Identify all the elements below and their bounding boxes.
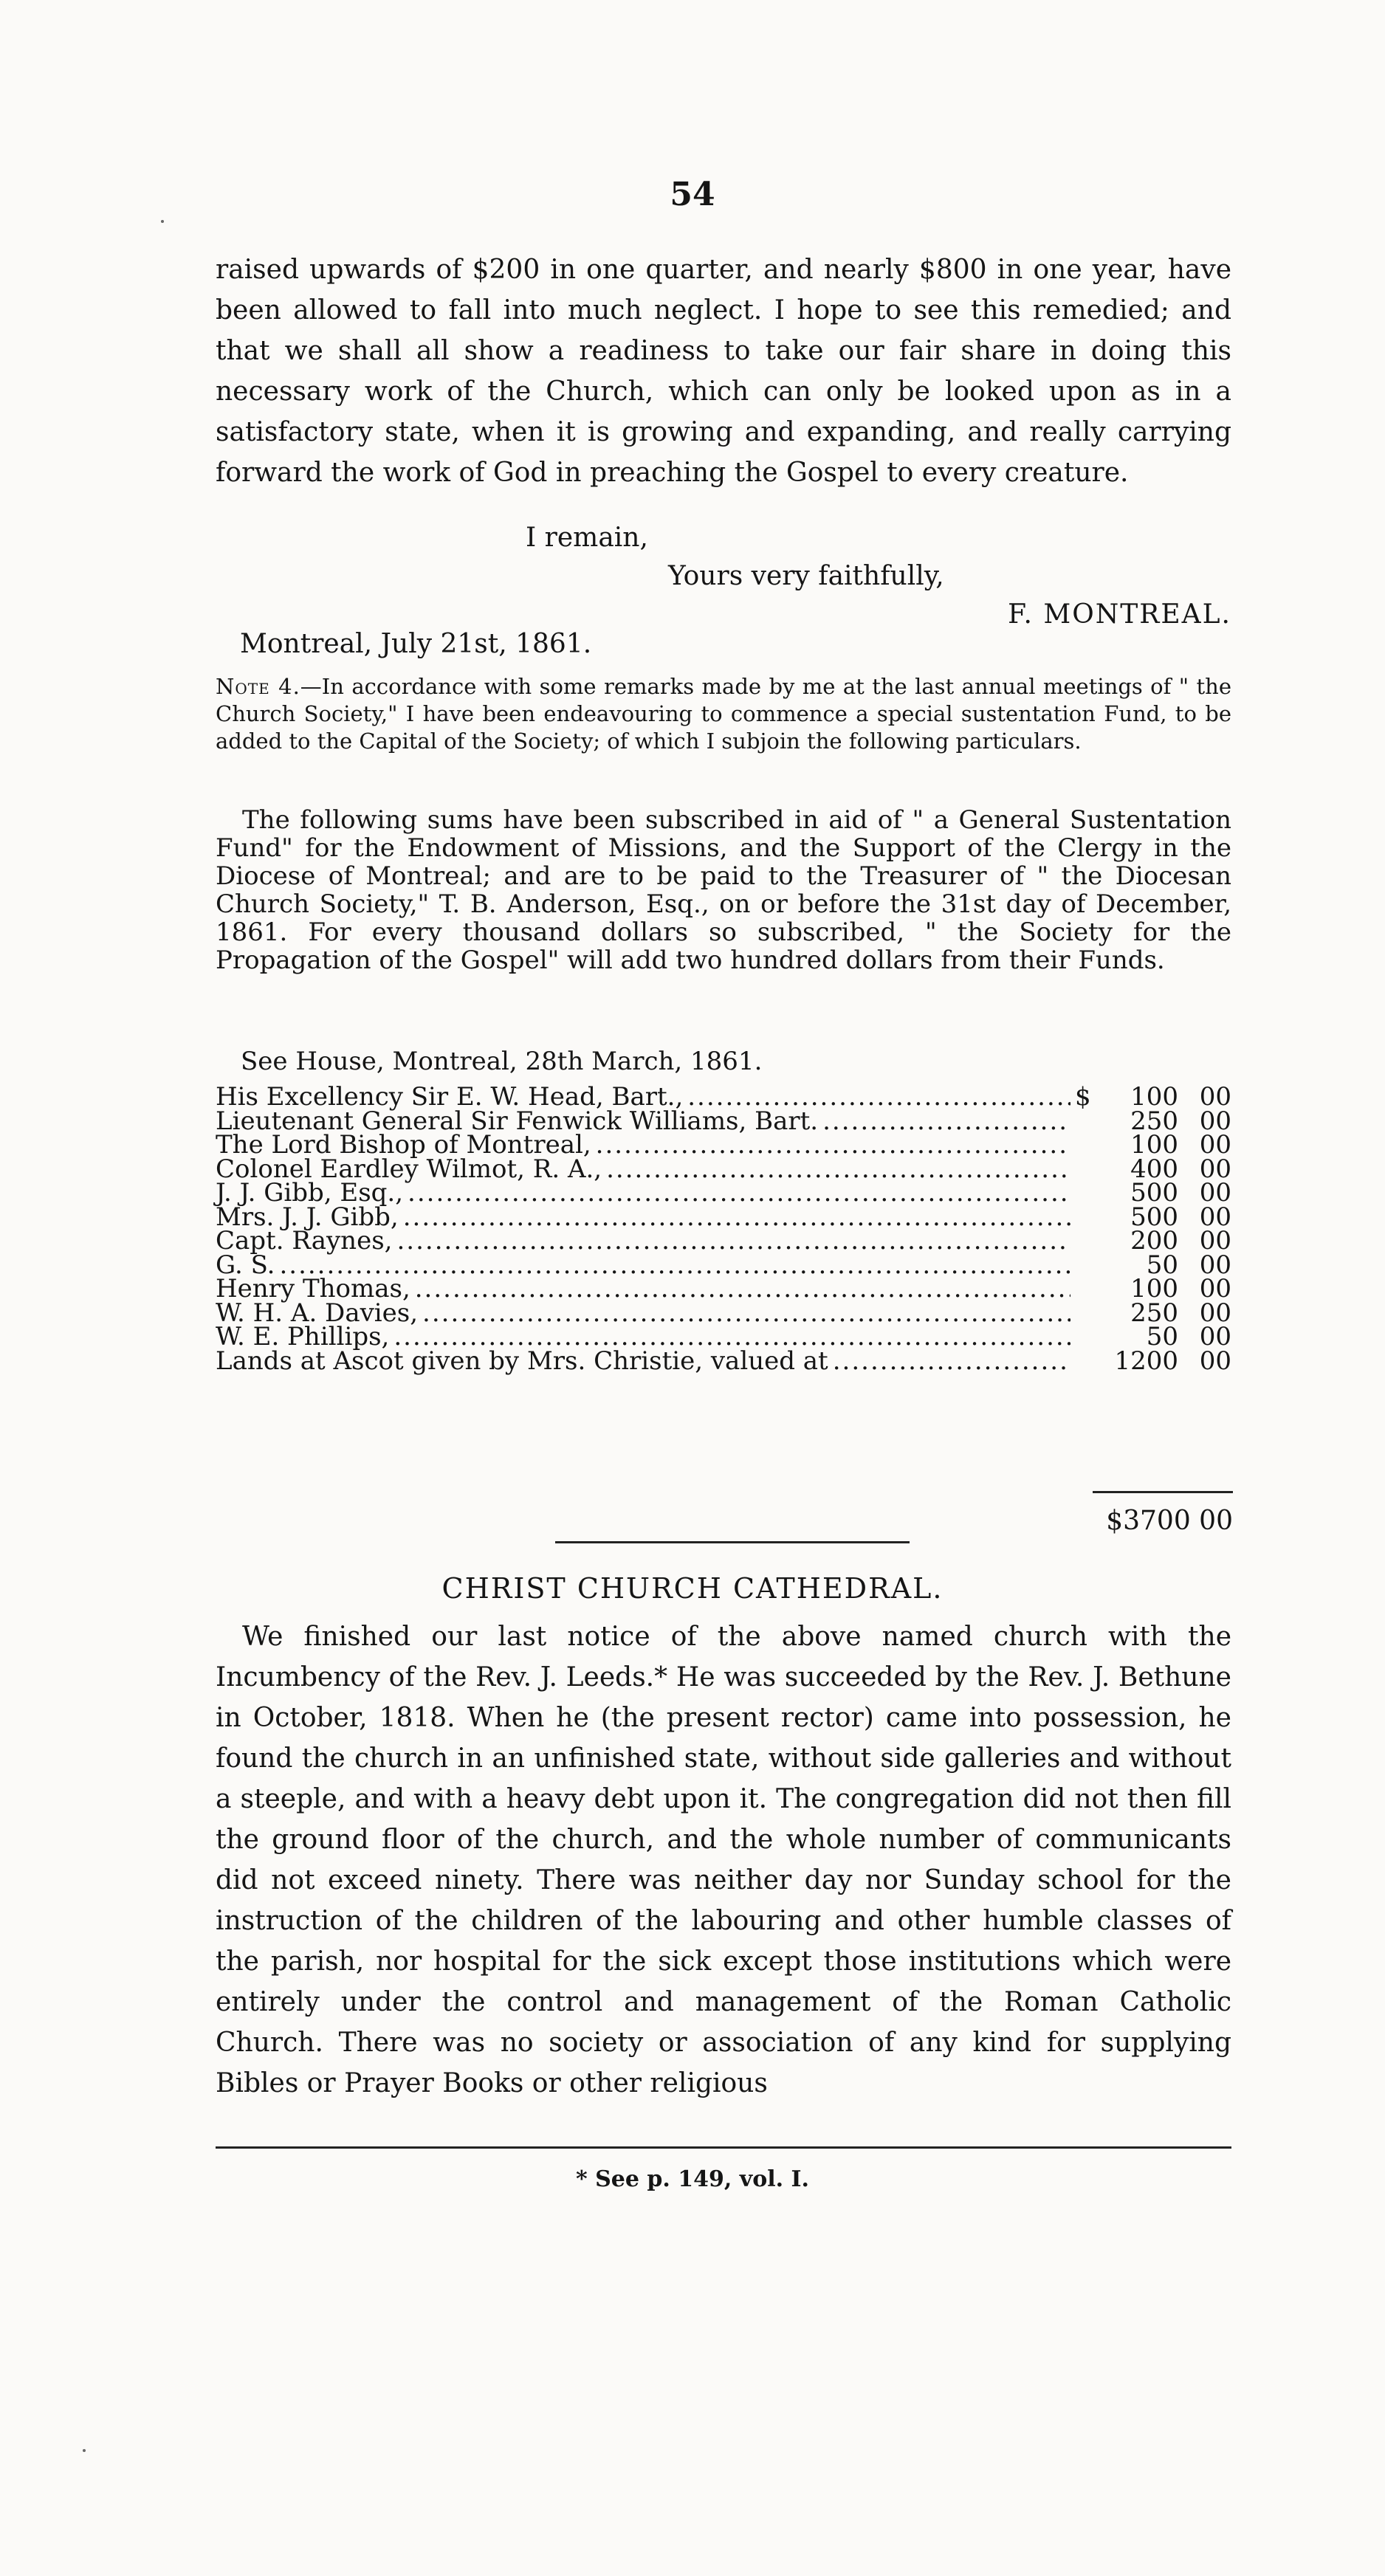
cathedral-paragraph	[216, 1616, 1231, 2104]
note-label: Note 4.	[216, 674, 300, 699]
leader-dots	[393, 1325, 1070, 1349]
subscriber-name: Lieutenant General Sir Fenwick Williams, Bart.	[216, 1106, 819, 1136]
intro-paragraph-text: raised upwards of $200 in one quarter, and nearly $800 in one year, have been allowed to fall into much neglect. I hope to see this remedied; and that we shall all show a readiness to take our fair share in doing this necessary work of the Church, which can only be looked upon as in a satisfactory state, when it is growing and expanding, and really carrying forward the work of God in preaching the Gospel to every creature.	[216, 255, 1231, 488]
subscription-amount: 500	[1130, 1178, 1178, 1208]
subscription-cents: 00	[1199, 1154, 1231, 1184]
subscription-cents: 00	[1199, 1202, 1231, 1232]
subscription-cents: 00	[1199, 1250, 1231, 1280]
subscriber-name: J. J. Gibb, Esq.,	[216, 1178, 404, 1208]
subscriber-name: Colonel Eardley Wilmot, R. A.,	[216, 1154, 602, 1184]
subscriber-name: G. S.	[216, 1250, 275, 1280]
closing-line-1: I remain,	[526, 523, 648, 553]
subscription-paragraph	[216, 806, 1231, 974]
leader-dots	[422, 1301, 1070, 1326]
footnote: * See p. 149, vol. I.	[576, 2166, 809, 2192]
subscription-row	[216, 1082, 1231, 1112]
leader-dots	[596, 1133, 1070, 1157]
subscription-cents: 00	[1199, 1322, 1231, 1351]
subscription-amount: 250	[1130, 1298, 1178, 1328]
total-rule	[1093, 1491, 1233, 1493]
subscription-amount: 400	[1130, 1154, 1178, 1184]
subscription-cents: 00	[1199, 1106, 1231, 1136]
subscription-cents: 00	[1199, 1226, 1231, 1256]
see-house-line: See House, Montreal, 28th March, 1861.	[241, 1047, 763, 1076]
subscriber-name: Henry Thomas,	[216, 1274, 410, 1304]
subscription-cents: 00	[1199, 1178, 1231, 1208]
subscription-cents: 00	[1199, 1298, 1231, 1328]
subscription-paragraph-text: The following sums have been subscribed in aid of " a General Sustentation Fund" for the Endowment of Missions, and the Support of the Clergy in the Diocese of Montreal; and are to be paid to the Treasurer of " the Diocesan Church Society," T. B. Anderson, Esq., on or before the 31st day of December, 1861. For every thousand dollars so subscribed, " the Society for the Propagation of the Gospel" will add two hundred dollars from their Funds.	[216, 805, 1231, 975]
subscription-amount: 200	[1130, 1226, 1178, 1256]
leader-dots	[606, 1157, 1070, 1182]
subscription-row	[216, 1226, 1231, 1256]
subscription-amount: 500	[1130, 1202, 1178, 1232]
leader-dots	[408, 1181, 1070, 1205]
subscription-row	[216, 1130, 1231, 1160]
subscriber-name: W. E. Phillips,	[216, 1322, 390, 1351]
subscription-row	[216, 1346, 1231, 1376]
subscription-total: $3700 00	[1106, 1506, 1233, 1536]
subscription-amount: 250	[1130, 1106, 1178, 1136]
scan-speck	[83, 2449, 86, 2452]
subscription-amount: 100	[1130, 1082, 1178, 1112]
subscription-row	[216, 1322, 1231, 1351]
subscriber-name: Capt. Raynes,	[216, 1226, 393, 1256]
signature: F. MONTREAL.	[1008, 599, 1231, 630]
subscriber-name: W. H. A. Davies,	[216, 1298, 419, 1328]
scan-speck	[161, 220, 164, 223]
subscription-cents: 00	[1199, 1274, 1231, 1304]
cathedral-paragraph-text: We finished our last notice of the above named church with the Incumbency of the Rev. J. Leeds.* He was succeeded by the Rev. J. Bethune in October, 1818. When he (the present rector) came into possession, he found the church in an unfinished state, without side galleries and without a steeple, and with a heavy debt upon it. The congregation did not then fill the ground floor of the church, and the whole number of communicants did not exceed ninety. There was neither day nor Sunday school for the instruction of the children of the labouring and other humble classes of the parish, nor hospital for the sick except those institutions which were entirely under the control and management of the Roman Catholic Church. There was no society or association of any kind for supplying Bibles or Prayer Books or other religious	[216, 1622, 1231, 2098]
subscription-cents: 00	[1199, 1082, 1231, 1112]
subscription-cents: 00	[1199, 1130, 1231, 1160]
subscription-list	[216, 1082, 1231, 1376]
subscription-amount: 50	[1146, 1250, 1178, 1280]
subscription-cents: 00	[1199, 1346, 1231, 1376]
subscription-amount: 100	[1130, 1274, 1178, 1304]
subscriber-name: The Lord Bishop of Montreal,	[216, 1130, 591, 1160]
dateline: Montreal, July 21st, 1861.	[240, 629, 592, 659]
leader-dots	[403, 1205, 1070, 1230]
subscriber-name: Mrs. J. J. Gibb,	[216, 1202, 399, 1232]
subscription-row	[216, 1274, 1231, 1304]
note-text: —In accordance with some remarks made by me at the last annual meetings of " the Church Society," I have been endeavouring to commence a special sustentation Fund, to be added to the Capital of the Society; of which I subjoin the following particulars.	[216, 674, 1231, 754]
leader-dots	[822, 1109, 1070, 1134]
currency-symbol: $	[1075, 1082, 1091, 1112]
subscriber-name: Lands at Ascot given by Mrs. Christie, valued at	[216, 1346, 828, 1376]
subscription-amount: 100	[1130, 1130, 1178, 1160]
closing-line-2: Yours very faithfully,	[668, 561, 944, 591]
subscription-row	[216, 1178, 1231, 1208]
intro-paragraph	[216, 249, 1231, 493]
subscription-amount: 50	[1146, 1322, 1178, 1351]
section-separator	[555, 1541, 910, 1543]
leader-dots	[687, 1085, 1070, 1109]
leader-dots	[833, 1349, 1070, 1374]
note-4	[216, 673, 1231, 755]
leader-dots	[396, 1229, 1070, 1253]
footnote-rule	[216, 2146, 1231, 2149]
subscription-amount: 1200	[1114, 1346, 1178, 1376]
leader-dots	[415, 1277, 1070, 1301]
section-heading: CHRIST CHURCH CATHEDRAL.	[441, 1572, 944, 1605]
subscriber-name: His Excellency Sir E. W. Head, Bart.,	[216, 1082, 684, 1112]
page-number: 54	[670, 176, 715, 213]
